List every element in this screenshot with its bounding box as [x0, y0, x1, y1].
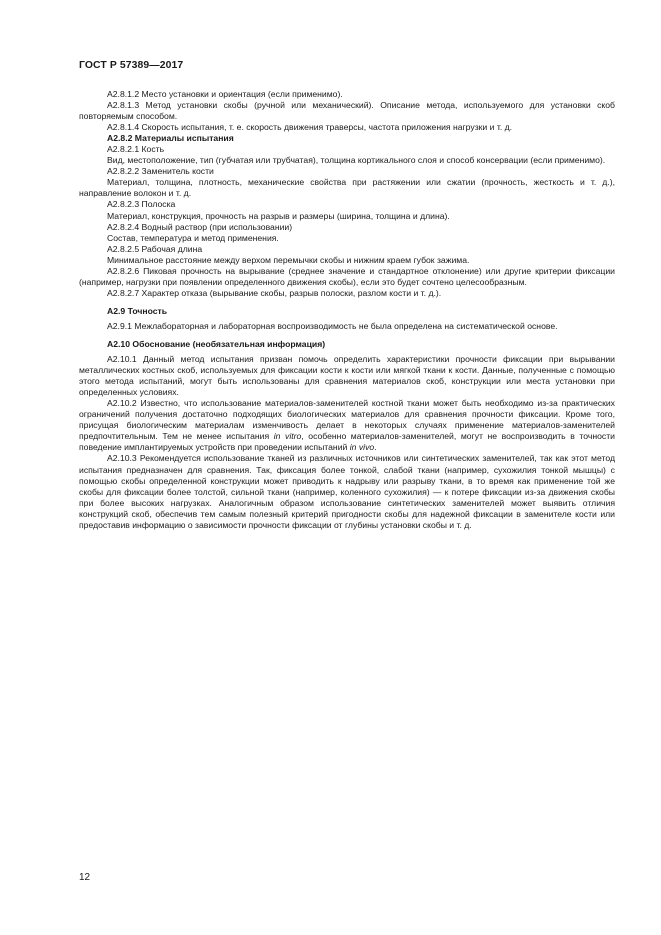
paragraph: А2.8.2.6 Пиковая прочность на вырывание (среднее значение и стандартное отклонение) или другие критерии фиксации (например, нагрузки при появлении определенного движения скобы), если это будет сочтено целесообразным.	[79, 265, 615, 287]
paragraph: Вид, местоположение, тип (губчатая или трубчатая), толщина кортикального слоя и способ консервации (если применимо).	[107, 155, 606, 166]
section-heading: А2.9 Точность	[107, 305, 168, 316]
paragraph: А2.8.1.4 Скорость испытания, т. е. скорость движения траверсы, частота приложения нагрузки и т. д.	[107, 122, 513, 133]
text-run: А2.10.2 Известно, что использование материалов-заменителей костной ткани может быть необходимо из-за практических ограничений получения достаточно подходящих биологических материалов для сравнения прочности фиксации. Кроме того, присущая биологическим материалам изменчивость делает в некоторых случаях применение материалов-заменителей предпочтительным. Тем не менее испытания	[79, 398, 615, 442]
paragraph: А2.8.1.3 Метод установки скобы (ручной или механический). Описание метода, используемого для установки скоб повторяемым способом.	[79, 100, 615, 122]
section-heading: А2.10 Обоснование (необязательная информация)	[107, 338, 326, 349]
page-number: 12	[79, 872, 91, 883]
italic-term: in vivo	[349, 442, 375, 453]
paragraph: А2.9.1 Межлабораторная и лабораторная воспроизводимость не была определена на систематической основе.	[107, 320, 558, 331]
paragraph: А2.8.2.2 Заменитель кости	[107, 166, 214, 177]
paragraph: Материал, толщина, плотность, механические свойства при растяжении или сжатии (прочность, жесткость и т. д.), направление волокон и т. д.	[79, 177, 615, 199]
paragraph: Материал, конструкция, прочность на разрыв и размеры (ширина, толщина и длина).	[107, 210, 450, 221]
paragraph: А2.10.3 Рекомендуется использование тканей из различных источников или синтетических заменителей, так как этот метод испытания предназначен для сравнения. Так, фиксация более тонкой, слабой ткани (например, сухожилия тонкой мышцы) с помощью скобы определенной конструкции может приводить к надрыву или разрыву ткани, в то время как применение той же скобы для фиксации более толстой, сильной ткани (например, коленного сухожилия) — к потере фиксации из-за движения скобы при более высоких нагрузках. Аналогичным образом использование синтетических заменителей может выявить отличия конструкций скоб, обеспечив тем самым полезный критерий пригодности скобы для надежной фиксации в заменителе кости или предоставив информацию о зависимости прочности фиксации от глубины установки скобы и т. д.	[79, 453, 615, 530]
text-run: , особенно материалов-заменителей, могут не воспроизводить в точности поведение имплантируемых устройств при проведении испытаний	[79, 431, 615, 453]
paragraph: А2.10.1 Данный метод испытания призван помочь определить характеристики прочности фиксации при вырывании металлических костных скоб, используемых для фиксации кости к кости или мягкой ткани к кости. Данные, полученные с помощью этого метода испытаний, могут быть использованы для сравнения материалов скоб, конструкции или места установки при определенных условиях.	[79, 354, 615, 398]
paragraph: А2.8.2.1 Кость	[107, 144, 165, 155]
paragraph: А2.8.2.4 Водный раствор (при использовании)	[107, 221, 293, 232]
subsection-heading: А2.8.2 Материалы испытания	[107, 133, 234, 144]
text-run: .	[374, 442, 377, 453]
italic-term: in vitro	[273, 431, 302, 442]
paragraph: Состав, температура и метод применения.	[107, 232, 279, 243]
paragraph: А2.8.2.3 Полоска	[107, 199, 176, 210]
document-body	[79, 89, 615, 531]
paragraph: А2.8.2.5 Рабочая длина	[107, 243, 203, 254]
paragraph: А2.8.1.2 Место установки и ориентация (если применимо).	[107, 89, 343, 99]
paragraph	[79, 398, 615, 453]
paragraph: А2.8.2.7 Характер отказа (вырывание скобы, разрыв полоски, разлом кости и т. д.).	[107, 287, 442, 298]
document-header: ГОСТ Р 57389—2017	[79, 60, 184, 71]
paragraph: Минимальное расстояние между верхом перемычки скобы и нижним краем губок зажима.	[107, 254, 470, 265]
